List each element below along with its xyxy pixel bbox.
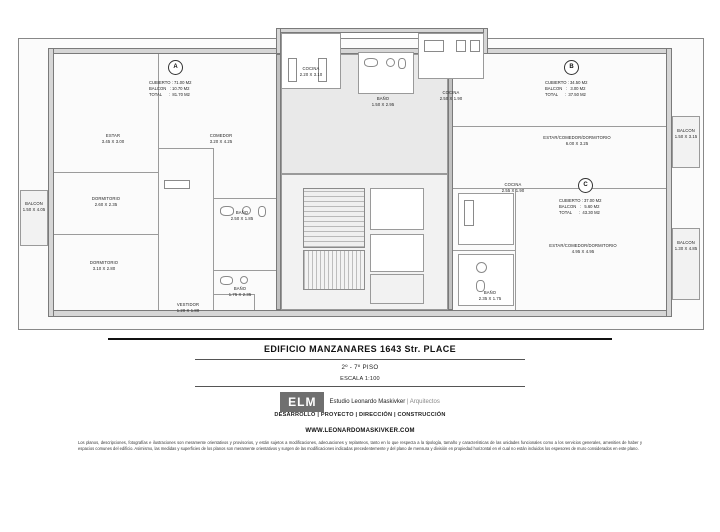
room-label-dorm-1 bbox=[66, 196, 146, 207]
room-label-balcon-r1 bbox=[668, 128, 704, 139]
room-name-4: COCINA bbox=[442, 90, 460, 95]
balcony-right-bottom bbox=[672, 228, 700, 300]
room-name-13: DORMITORIO bbox=[89, 260, 119, 265]
partition-a-6 bbox=[159, 148, 214, 149]
room-name-6: BALCON bbox=[677, 128, 695, 133]
unit-b-areas bbox=[545, 80, 587, 99]
unit-tag-c: C bbox=[578, 178, 593, 193]
studio-name bbox=[330, 399, 440, 405]
balcony-left bbox=[20, 190, 48, 246]
partition-a-2 bbox=[54, 172, 159, 173]
partition-b-1 bbox=[453, 126, 666, 127]
room-name-14: BAÑO bbox=[233, 286, 247, 291]
room-dim-11: 4.95 X 4.95 bbox=[571, 248, 595, 254]
title-rule-low bbox=[195, 386, 525, 387]
partition-a-4 bbox=[158, 172, 159, 310]
counter-icon bbox=[424, 40, 444, 52]
room-dim-10: 2.55 X 1.90 bbox=[501, 187, 525, 193]
toilet-icon bbox=[398, 58, 406, 69]
bathtub-3-icon bbox=[220, 276, 233, 285]
stove-icon bbox=[456, 40, 466, 52]
room-label-bano-4 bbox=[458, 290, 522, 301]
room-dim-9: 2.50 X 1.85 bbox=[230, 215, 254, 221]
room-label-bano-2 bbox=[210, 210, 274, 221]
room-name-0: ESTAR bbox=[105, 133, 121, 138]
core-room-1 bbox=[370, 188, 424, 230]
room-label-cocina-1 bbox=[276, 66, 346, 77]
room-dim-7: 1.50 X 4.05 bbox=[22, 206, 46, 212]
room-label-ecd-c bbox=[518, 243, 648, 254]
sink-2-icon bbox=[476, 262, 487, 273]
unit-a-l3: TOTAL : 81.70 M2 bbox=[149, 92, 190, 98]
room-dim-6: 1.50 X 3.15 bbox=[674, 133, 698, 139]
kitchen-counter-3-icon bbox=[464, 200, 474, 226]
room-name-3: BAÑO bbox=[376, 96, 390, 101]
room-label-comedor bbox=[186, 133, 256, 144]
unit-tag-b: B bbox=[564, 60, 579, 75]
stairs bbox=[303, 188, 365, 248]
room-dim-8: 2.60 X 2.35 bbox=[94, 201, 118, 207]
floor-range: 2º - 7º PISO bbox=[341, 364, 379, 371]
room-label-dorm-2 bbox=[64, 260, 144, 271]
closet-icon bbox=[164, 180, 190, 189]
partition-a-8 bbox=[214, 270, 276, 271]
sink-4-icon bbox=[240, 276, 248, 284]
core-room-2 bbox=[370, 234, 424, 272]
room-dim-1: 3.20 X 4.25 bbox=[209, 138, 233, 144]
partition-a-7 bbox=[214, 198, 276, 199]
partition-c-3 bbox=[453, 250, 515, 251]
unit-a-areas bbox=[149, 80, 191, 99]
room-dim-15: 1.20 X 1.80 bbox=[176, 307, 200, 313]
room-name-8: DORMITORIO bbox=[91, 196, 121, 201]
room-name-9: BAÑO bbox=[235, 210, 249, 215]
title-rule-mid bbox=[195, 359, 525, 360]
room-dim-5: 6.00 X 3.25 bbox=[565, 140, 589, 146]
room-label-estar bbox=[78, 133, 148, 144]
room-name-2: COCINA bbox=[302, 66, 320, 71]
page-title: EDIFICIO MANZANARES 1643 Str. PLACE bbox=[263, 344, 457, 354]
services-line: DESARROLLO | PROYECTO | DIRECCIÓN | CONSTRUCCIÓN bbox=[274, 412, 446, 418]
unit-a-l1: CUBIERTO : 71.00 M2 bbox=[149, 80, 192, 85]
room-name-7: BALCON bbox=[25, 201, 43, 206]
room-label-cocina-3 bbox=[478, 182, 548, 193]
room-label-bano-3 bbox=[208, 286, 272, 297]
website-link[interactable]: WWW.LEONARDOMASKIVKER.COM bbox=[305, 428, 415, 434]
wall-left bbox=[48, 48, 54, 317]
room-label-balcon-l bbox=[16, 201, 52, 212]
room-name-5: ESTAR/COMEDOR/DORMITORIO bbox=[543, 135, 611, 140]
floor-plan bbox=[18, 38, 702, 328]
bathtub-icon bbox=[364, 58, 378, 67]
unit-c-areas bbox=[559, 198, 601, 217]
unit-b-l3: TOTAL : 37.50 M2 bbox=[545, 92, 586, 98]
room-dim-12: 1.30 X 4.85 bbox=[674, 245, 698, 251]
room-dim-2: 2.20 X 3.10 bbox=[299, 71, 323, 77]
unit-b-l2: BALCON : 3.00 M2 bbox=[545, 86, 586, 92]
unit-a-l2: BALCON : 10.70 M2 bbox=[149, 86, 190, 92]
unit-c-l2: BALCON : 5.60 M2 bbox=[559, 204, 600, 210]
unit-tag-a: A bbox=[168, 60, 183, 75]
room-dim-0: 3.45 X 3.00 bbox=[101, 138, 125, 144]
logo-elm: ELM bbox=[280, 392, 323, 412]
room-name-1: COMEDOR bbox=[209, 133, 233, 138]
room-dim-3: 1.50 X 2.95 bbox=[371, 101, 395, 107]
room-name-15: VESTIDOR bbox=[176, 302, 200, 307]
legal-disclaimer: Los planos, descripciones, fotografías e ilustraciones son meramente orientativos y provisorios, y están sujetos a modificaciones, adecuaciones y replanteos, tanto en lo que respecta a la tipología, tamaño y características de las unidades funcionales como a los servicios generales, amenities de haber y espacios comunes del edificio. Asimismo, las medidas y superficies de los planos son meramente orientativos y surgen de las modificaciones indicadas precedentemente y del plano de mensura y división en propiedad horizontal en el cual no están incluidos los espesores de muro considerados en este plano. bbox=[78, 440, 642, 451]
room-label-bano-1 bbox=[348, 96, 418, 107]
brand-block bbox=[0, 392, 720, 412]
room-label-vestidor bbox=[156, 302, 220, 313]
partition-a-3 bbox=[54, 234, 159, 235]
scale-label: ESCALA 1:100 bbox=[340, 376, 380, 382]
unit-c-l3: TOTAL : 43.30 M2 bbox=[559, 210, 600, 216]
room-dim-14: 1.75 X 2.35 bbox=[228, 291, 252, 297]
sink-icon bbox=[386, 58, 395, 67]
room-dim-4: 2.50 X 1.90 bbox=[439, 95, 463, 101]
room-name-12: BALCON bbox=[677, 240, 695, 245]
room-name-16: BAÑO bbox=[483, 290, 497, 295]
unit-b-l1: CUBIERTO : 34.50 M2 bbox=[545, 80, 588, 85]
partition-a-1 bbox=[158, 54, 159, 172]
room-label-cocina-2 bbox=[416, 90, 486, 101]
balcony-right-top bbox=[672, 116, 700, 168]
unit-c-l1: CUBIERTO : 37.00 M2 bbox=[559, 198, 602, 203]
studio-suffix: | Arquitectos bbox=[406, 399, 440, 405]
room-dim-16: 2.35 X 1.75 bbox=[478, 295, 502, 301]
studio-name-text: Estudio Leonardo Maskivker bbox=[329, 399, 406, 405]
core-room-3 bbox=[370, 274, 424, 304]
room-name-11: ESTAR/COMEDOR/DORMITORIO bbox=[549, 243, 617, 248]
elevator-shaft bbox=[303, 250, 365, 290]
room-name-10: COCINA bbox=[504, 182, 522, 187]
room-label-balcon-r2 bbox=[668, 240, 704, 251]
room-dim-13: 3.10 X 2.80 bbox=[92, 265, 116, 271]
wall-bottom bbox=[48, 307, 672, 317]
room-label-ecd-b bbox=[512, 135, 642, 146]
title-rule-top bbox=[108, 338, 612, 340]
fridge-icon bbox=[470, 40, 480, 52]
